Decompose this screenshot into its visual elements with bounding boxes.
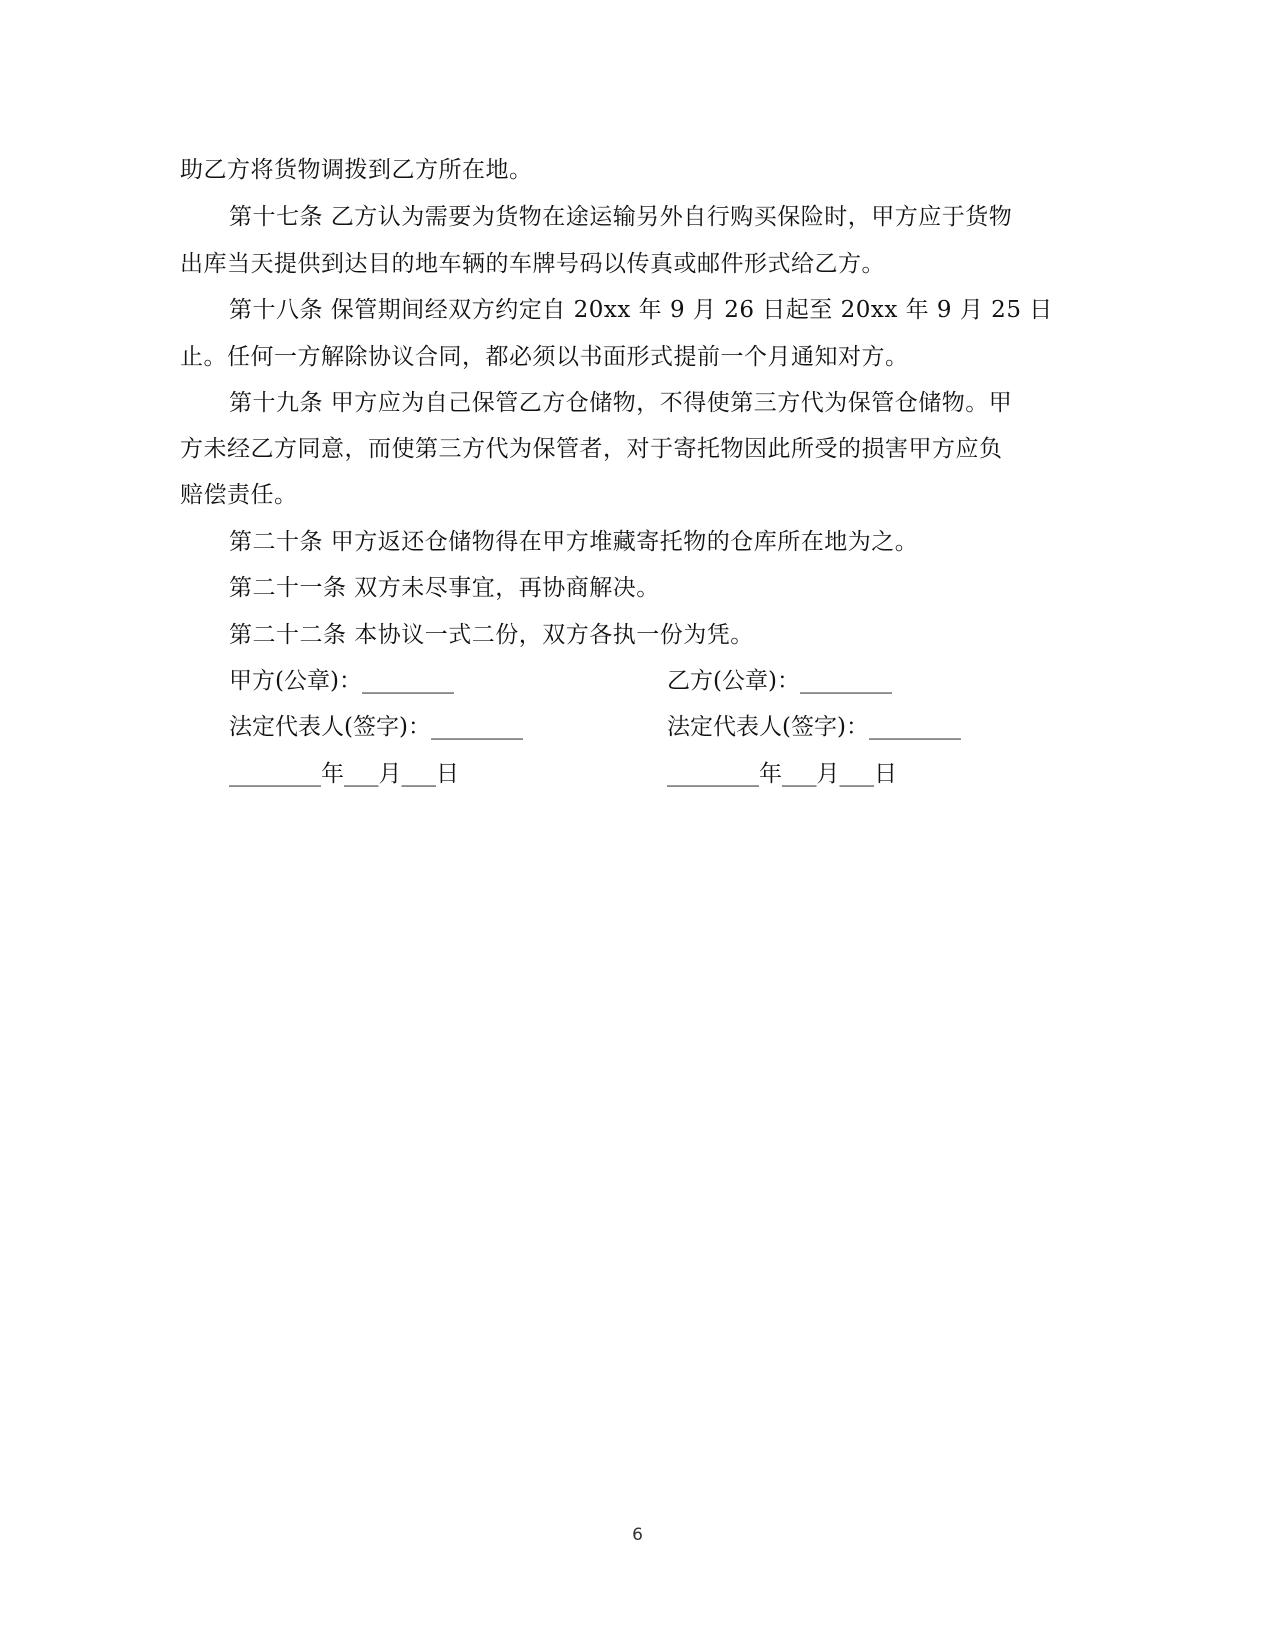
article-18-line-2: 止。任何一方解除协议合同，都必须以书面形式提前一个月通知对方。	[180, 344, 909, 370]
article-19-line-2: 方未经乙方同意，而使第三方代为保管者，对于寄托物因此所受的损害甲方应负	[180, 436, 1003, 462]
article-22: 第二十二条 本协议一式二份，双方各执一份为凭。	[229, 622, 754, 648]
party-a-seal-field: 甲方(公章)：________	[229, 668, 454, 694]
party-b-seal-field: 乙方(公章)：________	[667, 668, 892, 694]
party-a-representative-field: 法定代表人(签字)：________	[229, 714, 523, 740]
article-19-line-1: 第十九条 甲方应为自己保管乙方仓储物，不得使第三方代为保管仓储物。甲	[229, 390, 1013, 416]
article-18-line-1: 第十八条 保管期间经双方约定自 20xx 年 9 月 26 日起至 20xx 年 9 月 25 日	[229, 297, 1053, 323]
page-number: 6	[632, 1525, 643, 1545]
article-19-line-3: 赔偿责任。	[180, 482, 298, 508]
article-20: 第二十条 甲方返还仓储物得在甲方堆藏寄托物的仓库所在地为之。	[229, 529, 919, 555]
party-a-date-field: ________年___月___日	[229, 761, 459, 787]
party-b-representative-field: 法定代表人(签字)：________	[667, 714, 961, 740]
article-21: 第二十一条 双方未尽事宜，再协商解决。	[229, 575, 660, 601]
party-b-date-field: ________年___月___日	[667, 761, 897, 787]
article-17-line-1: 第十七条 乙方认为需要为货物在途运输另外自行购买保险时，甲方应于货物	[229, 204, 1013, 230]
article-16-continuation: 助乙方将货物调拨到乙方所在地。	[180, 157, 533, 183]
article-17-line-2: 出库当天提供到达目的地车辆的车牌号码以传真或邮件形式给乙方。	[180, 251, 885, 277]
